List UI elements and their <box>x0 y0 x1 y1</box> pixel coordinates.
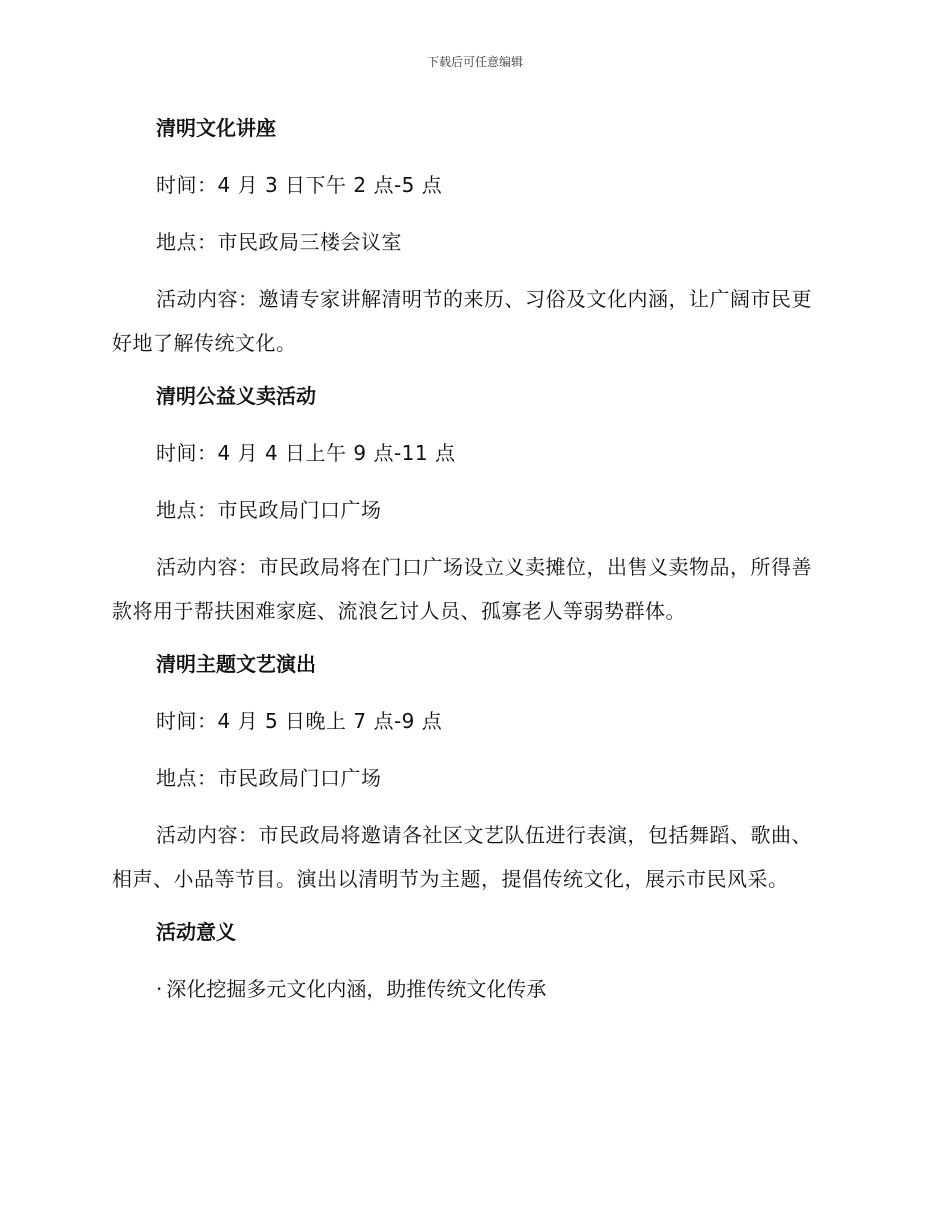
section-place: 地点：市民政局门口广场 <box>156 498 382 522</box>
section-time: 时间：4 月 4 日上午 9 点-11 点 <box>156 441 456 465</box>
section-content: 活动内容：市民政局将邀请各社区文艺队伍进行表演，包括舞蹈、歌曲、相声、小品等节目。演出以清明节为主题，提倡传统文化，展示市民风采。 <box>112 823 812 891</box>
bullet-marker: · <box>156 977 163 1001</box>
section-title: 活动意义 <box>156 920 236 944</box>
section-performance <box>112 646 832 901</box>
section-title: 清明文化讲座 <box>156 116 276 140</box>
list-item-text: 深化挖掘多元文化内涵，助推传统文化传承 <box>166 977 547 1001</box>
section-lecture <box>112 110 832 365</box>
section-title: 清明公益义卖活动 <box>156 384 316 408</box>
document-body <box>112 110 832 1007</box>
section-content: 活动内容：市民政局将在门口广场设立义卖摊位，出售义卖物品，所得善款将用于帮扶困难家庭、流浪乞讨人员、孤寡老人等弱势群体。 <box>112 555 812 623</box>
section-time: 时间：4 月 3 日下午 2 点-5 点 <box>156 173 443 197</box>
section-place: 地点：市民政局门口广场 <box>156 766 382 790</box>
section-content: 活动内容：邀请专家讲解清明节的来历、习俗及文化内涵，让广阔市民更好地了解传统文化。 <box>112 287 812 355</box>
section-title: 清明主题文艺演出 <box>156 652 316 676</box>
page-header: 下载后可任意编辑 <box>426 55 523 69</box>
section-time: 时间：4 月 5 日晚上 7 点-9 点 <box>156 709 443 733</box>
list-item <box>112 971 832 1007</box>
section-significance <box>112 914 832 1007</box>
section-place: 地点：市民政局三楼会议室 <box>156 230 402 254</box>
section-charity-sale <box>112 378 832 633</box>
